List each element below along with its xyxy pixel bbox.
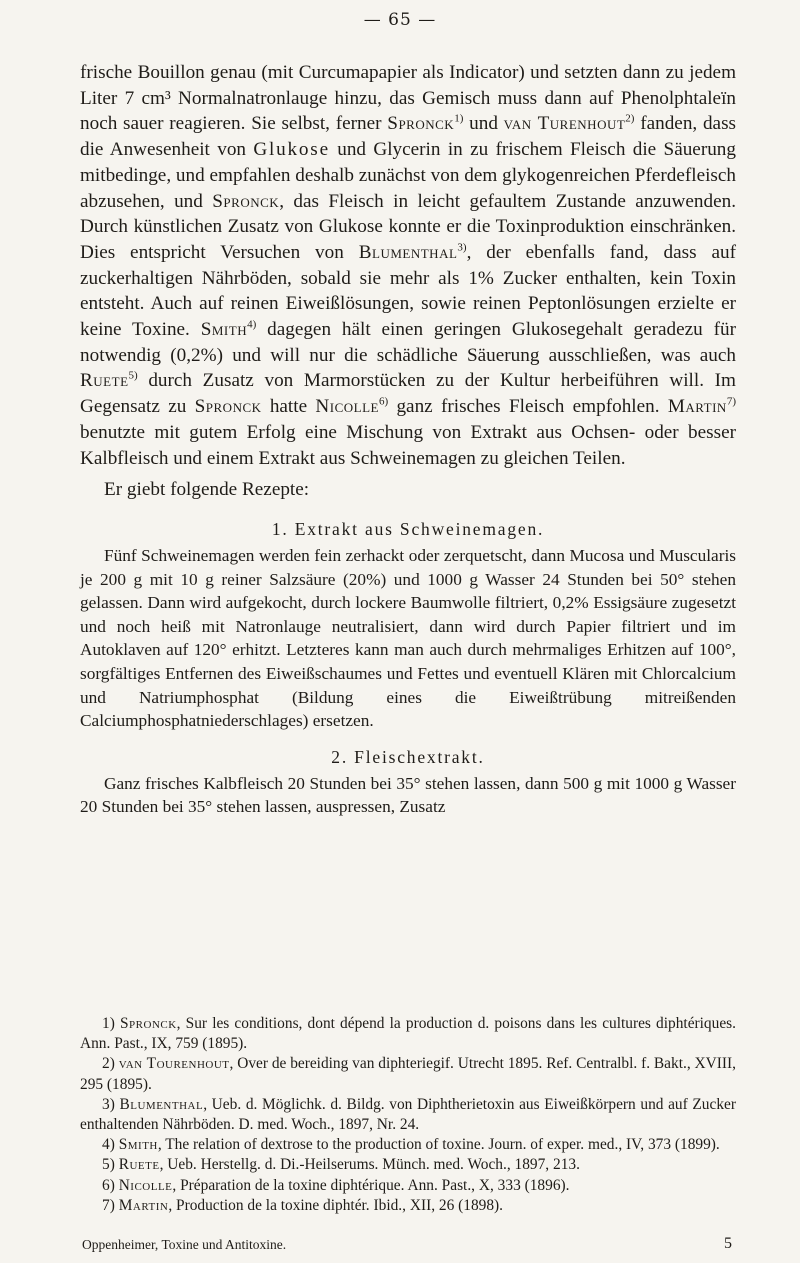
recipe-text-1: Fünf Schweinemagen werden fein zerhackt oder zerquetscht, dann Mucosa und Muscularis je 200 g mit 10 g reiner Salzsäure (20%) und 1000 g Wasser 24 Stunden bei 50° stehen gelassen. Dann wird aufgekocht, durch lockere Baumwolle filtriert, 0,2% Essigsäure zugesetzt und noch heiß mit Natronlauge neutralisiert, dann wird durch Papier filtriert und im Autoklaven auf 120° erhitzt. Letzteres kann man auch durch mehrmaliges Erhitzen auf 100°, sorgfältiges Entfernen des Eiweißschaumes und Fettes und eventuell Klären mit Chlorcalcium und Natriumphosphat (Bildung eines die Eiweißtrübung mitreißenden Calciumphosphatniederschlages) ersetzen. — [80, 545, 736, 731]
footnote-ref: 7) — [726, 395, 736, 408]
running-footer: Oppenheimer, Toxine und Antitoxine. — [82, 1237, 287, 1252]
main-text — [80, 60, 736, 819]
recipe-heading-2: 2. Fleischextrakt. — [331, 746, 485, 767]
footnote-ref: 2) — [625, 113, 635, 126]
footnote-ref: 6) — [379, 395, 389, 408]
footnote: 3) Blumenthal, Ueb. d. Möglichk. d. Bildg. von Diphtherietoxin aus Eiweißkörpern und auf Zucker enthaltenden Nährböden. D. med. Woch., 1897, Nr. 24. — [80, 1095, 736, 1134]
author-name: Ruete — [80, 370, 129, 392]
footnotes — [80, 1014, 736, 1216]
author-name: van Turenhout — [503, 113, 626, 135]
footnote: 2) van Tourenhout, Over de bereiding van diphteriegif. Utrecht 1895. Ref. Centralbl. f. Bakt., XVIII, 295 (1895). — [80, 1055, 736, 1093]
author-name: Spronck — [212, 190, 280, 212]
footnote: 5) Ruete, Ueb. Herstellg. d. Di.-Heilserums. Münch. med. Woch., 1897, 213. — [102, 1156, 580, 1174]
author-name: Smith — [200, 319, 248, 341]
page-footer — [82, 1237, 732, 1253]
page-number: — 65 — — [363, 10, 437, 30]
footnote: 7) Martin, Production de la toxine diphtér. Ibid., XII, 26 (1898). — [102, 1196, 504, 1214]
author-name: Spronck — [387, 113, 455, 135]
footnote: 6) Nicolle, Préparation de la toxine diphtérique. Ann. Past., X, 333 (1896). — [102, 1176, 570, 1194]
footnote-ref: 3) — [457, 241, 467, 254]
spaced-term: Glukose — [253, 139, 330, 161]
recipe-text-2: Ganz frisches Kalbfleisch 20 Stunden bei 35° stehen lassen, dann 500 g mit 1000 g Wasser 20 Stunden bei 35° stehen lassen, auspressen, Zusatz — [80, 773, 736, 817]
paragraph-2: Er giebt folgende Rezepte: — [104, 479, 310, 501]
footnote: 1) Spronck, Sur les conditions, dont dépend la production d. poisons dans les cultures diphtériques. Ann. Past., IX, 759 (1895). — [80, 1015, 736, 1053]
author-name: Martin — [667, 396, 727, 418]
footnote-ref: 1) — [454, 113, 464, 126]
footnote-ref: 5) — [128, 370, 138, 383]
paragraph-1: frische Bouillon genau (mit Curcumapapier als Indicator) und setzten dann zu jedem Liter 7 cm³ Normalnatronlauge hinzu, das Gemisch muss dann auf Phenolphtaleïn noch sauer reagieren. Sie selbst, ferner Spronck$^{1)}$ und van Turenhout$^{2)}$ fanden, dass die Anwesenheit von Glukose und Glycerin in zu frischem Fleisch die Säuerung mitbedinge, und empfahlen deshalb zunächst von dem glykogenreichen Pferdefleisch abzusehen, und Spronck, das Fleisch in leicht gefaultem Zustande anzuwenden. Durch künstlichen Zusatz von Glukose konnte er die Toxinproduktion einschränken. Dies entspricht Versuchen von Blumenthal$^{3)}$, der ebenfalls fand, dass auf zuckerhaltigen Nährböden, sobald sie mehr als 1% Zucker enthalten, kein Toxin entsteht. Auch auf reinen Eiweißlösungen, sowie reinen Peptonlösungen erzielte er keine Toxine. Smith$^{4)}$ dagegen hält einen geringen Glukosegehalt geradezu für notwendig (0,2%) und will nur die schädliche Säuerung ausschließen, was auch Ruete$^{5)}$ durch Zusatz von Marmorstücken zu der Kultur herbeiführen will. Im Gegensatz zu Spronck hatte Nicolle$^{6)}$ ganz frisches Fleisch empfohlen. Martin$^{7)}$ benutzte mit gutem Erfolg eine Mischung von Extrakt aus Ochsen- oder besser Kalbfleisch und einem Extrakt aus Schweinemagen zu gleichen Teilen. — [80, 62, 737, 469]
author-name: Nicolle — [315, 396, 379, 418]
author-name: Blumenthal — [358, 241, 458, 263]
recipe-heading-1: 1. Extrakt aus Schweinemagen. — [271, 518, 545, 539]
footnote: 4) Smith, The relation of dextrose to the production of toxine. Journ. of exper. med., IV, 373 (1899). — [102, 1136, 720, 1154]
signature-mark: 5 — [724, 1235, 732, 1252]
footnote-ref: 4) — [247, 318, 257, 331]
author-name: Spronck — [194, 396, 262, 418]
